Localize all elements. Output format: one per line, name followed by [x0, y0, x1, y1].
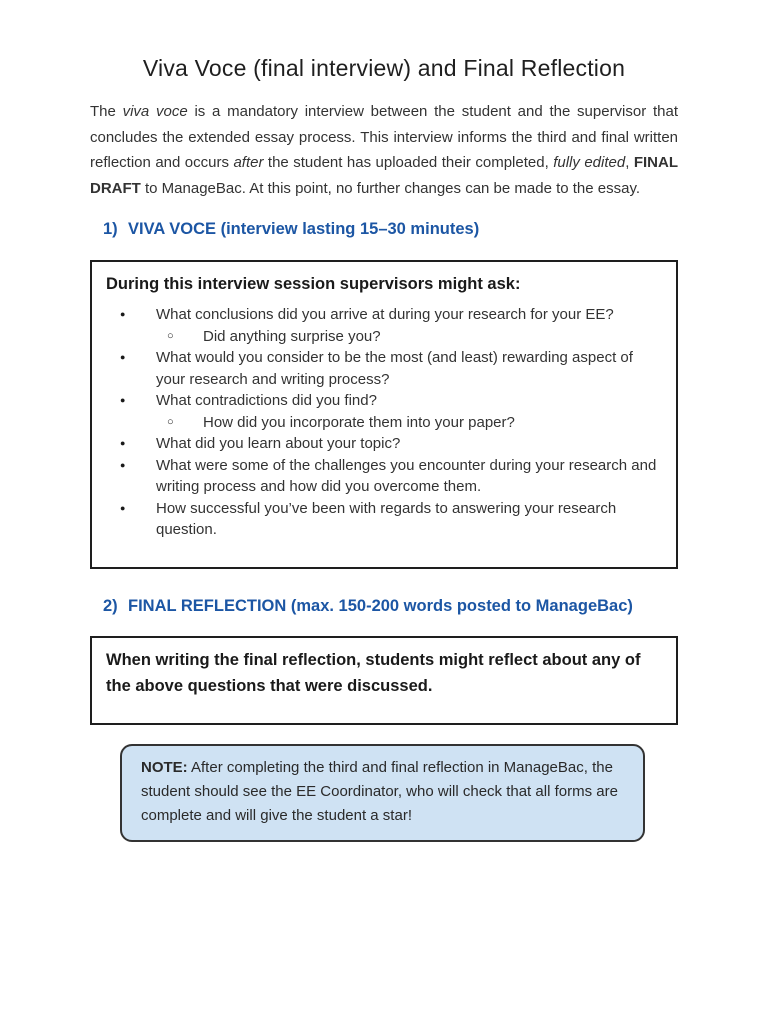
- list-item: ● What were some of the challenges you encounter during your research and writing process and how did you overcome them.: [120, 455, 662, 498]
- questions-bullet-list: [106, 304, 662, 541]
- list-item: ○ How did you incorporate them into your paper?: [167, 412, 662, 434]
- note-label: NOTE:: [141, 758, 188, 776]
- note-text: After completing the third and final reflection in ManageBac, the student should see the EE Coordinator, who will check that all forms are complete and will give the student a star!: [141, 758, 618, 824]
- intro-text: to ManageBac. At this point, no further changes can be made to the essay.: [140, 179, 641, 197]
- intro-text: ,: [625, 154, 634, 171]
- page-title: Viva Voce (final interview) and Final Reflection: [142, 55, 626, 81]
- intro-text: The: [90, 103, 123, 120]
- section-2-heading-text: FINAL REFLECTION (max. 150-200 words posted to ManageBac): [128, 596, 633, 615]
- list-item: ● What did you learn about your topic?: [120, 433, 662, 455]
- section-2-number: 2): [103, 596, 118, 615]
- final-reflection-box: [90, 636, 678, 725]
- list-item: ○ Did anything surprise you?: [167, 326, 662, 348]
- list-item: ● What conclusions did you arrive at during your research for your EE?: [120, 304, 662, 326]
- list-item: ● What would you consider to be the most (and least) rewarding aspect of your research and writing process?: [120, 347, 662, 390]
- section-2-heading: [90, 597, 678, 616]
- section-1-number: 1): [103, 220, 118, 238]
- intro-paragraph: [90, 99, 678, 201]
- intro-text: is a mandatory interview between the student and the supervisor that concludes the extended essay process. This interview informs the third and final written reflection and occurs: [90, 103, 678, 171]
- section-1-heading-text: VIVA VOCE (interview lasting 15–30 minutes): [128, 220, 480, 238]
- questions-box-title: During this interview session supervisors might ask:: [106, 275, 521, 293]
- intro-bold-final-draft: FINAL DRAFT: [90, 154, 678, 197]
- list-item: ● How successful you’ve been with regards to answering your research question.: [120, 498, 662, 541]
- intro-italic-fully-edited: fully edited: [553, 154, 626, 171]
- list-item: ● What contradictions did you find?: [120, 390, 662, 412]
- intro-italic-viva-voce: viva voce: [122, 103, 188, 120]
- section-1-heading: [90, 220, 678, 239]
- final-reflection-text: When writing the final reflection, students might reflect about any of the above questions that were discussed.: [106, 650, 641, 695]
- viva-voce-questions-box: [90, 260, 678, 569]
- note-callout: [120, 744, 645, 842]
- intro-italic-after: after: [233, 154, 264, 171]
- intro-text: the student has uploaded their completed,: [263, 154, 554, 171]
